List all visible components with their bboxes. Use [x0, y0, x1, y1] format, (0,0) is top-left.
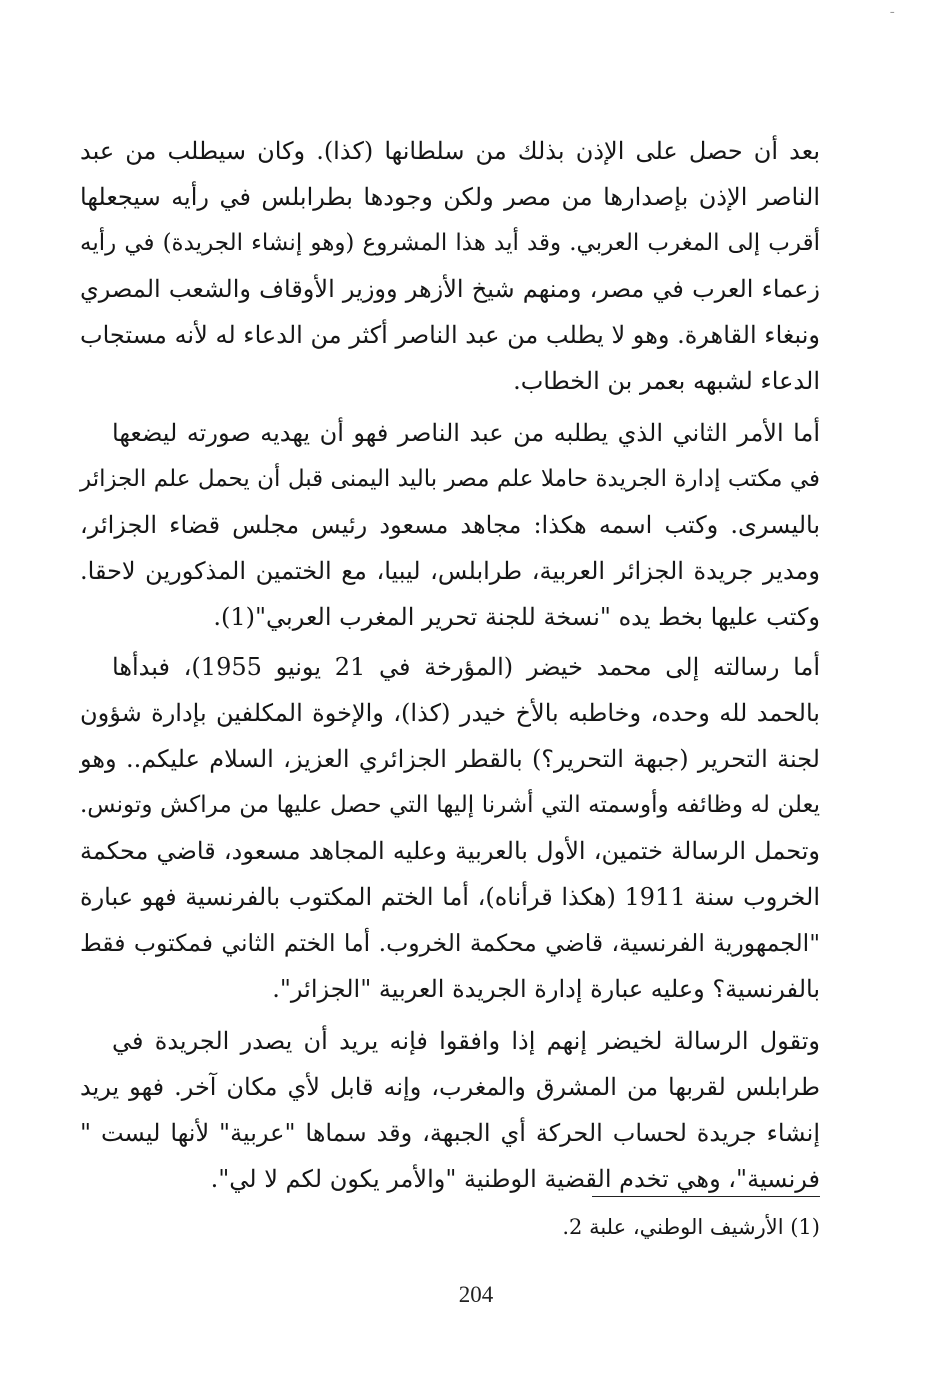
text-line: بالفرنسية؟ وعليه عبارة إدارة الجريدة العربية "الجزائر".: [272, 975, 820, 1003]
text-line: في مكتب إدارة الجريدة حاملا علم مصر باليد اليمنى قبل أن يحمل علم الجزائر: [80, 466, 820, 492]
text-line: ونبغاء القاهرة. وهو لا يطلب من عبد الناصر أكثر من الدعاء له لأنه مستجاب: [80, 321, 820, 349]
text-line: أما رسالته إلى محمد خيضر (المؤرخة في 21 يونيو 1955)، فبدأها: [112, 653, 821, 681]
footnote: (1) الأرشيف الوطني، علبة 2.: [562, 1215, 820, 1239]
text-line: وكتب عليها بخط يده "نسخة للجنة تحرير المغرب العربي"(1).: [213, 603, 820, 631]
text-line: "الجمهورية الفرنسية، قاضي محكمة الخروب. أما الختم الثاني فمكتوب فقط: [80, 929, 820, 957]
text-line: أقرب إلى المغرب العربي. وقد أيد هذا المشروع (وهو إنشاء الجريدة) في رأيه: [80, 230, 820, 256]
text-line: طرابلس لقربها من المشرق والمغرب، وإنه قابل لأي مكان آخر. فهو يريد: [80, 1073, 820, 1101]
page-number: 204: [458, 1282, 494, 1307]
scan-corner-mark: ـ: [890, 2, 894, 16]
text-line: الدعاء لشبهه بعمر بن الخطاب.: [513, 367, 820, 395]
footnote-separator: [592, 1196, 820, 1197]
text-line: يعلن له وظائفه وأوسمته التي أشرنا إليها التي حصل عليها من مراكش وتونس.: [80, 792, 820, 818]
text-line: الناصر الإذن بإصدارها من مصر ولكن وجودها بطرابلس في رأيه سيجعلها: [80, 183, 820, 211]
text-line: بعد أن حصل على الإذن بذلك من سلطانها (كذا). وكان سيطلب من عبد: [80, 137, 820, 165]
text-line: وتحمل الرسالة ختمين، الأول بالعربية وعليه المجاهد مسعود، قاضي محكمة: [80, 837, 820, 865]
text-line: الخروب سنة 1911 (هكذا قرأناه)، أما الختم المكتوب بالفرنسية فهو عبارة: [80, 883, 821, 911]
text-line: إنشاء جريدة لحساب الحركة أي الجبهة، وقد سماها "عربية" لأنها ليست ": [80, 1119, 820, 1147]
text-line: ومدير جريدة الجزائر العربية، طرابلس، ليبيا، مع الختمين المذكورين لاحقا.: [80, 557, 820, 585]
text-line: أما الأمر الثاني الذي يطلبه من عبد الناصر فهو أن يهديه صورته ليضعها: [112, 419, 820, 447]
text-line: زعماء العرب في مصر، ومنهم شيخ الأزهر ووزير الأوقاف والشعب المصري: [80, 275, 820, 303]
text-line: بالحمد لله وحده، وخاطبه بالأخ خيدر (كذا)، والإخوة المكلفين بإدارة شؤون: [80, 699, 820, 727]
text-line: باليسرى. وكتب اسمه هكذا: مجاهد مسعود رئيس مجلس قضاء الجزائر،: [80, 511, 820, 539]
text-line: فرنسية"، وهي تخدم القضية الوطنية "والأمر يكون لكم لا لي".: [210, 1165, 820, 1193]
text-line: لجنة التحرير (جبهة التحرير؟) بالقطر الجزائري العزيز، السلام عليكم.. وهو: [80, 745, 820, 773]
text-line: وتقول الرسالة لخيضر إنهم إذا وافقوا فإنه يريد أن يصدر الجريدة في: [112, 1027, 820, 1055]
